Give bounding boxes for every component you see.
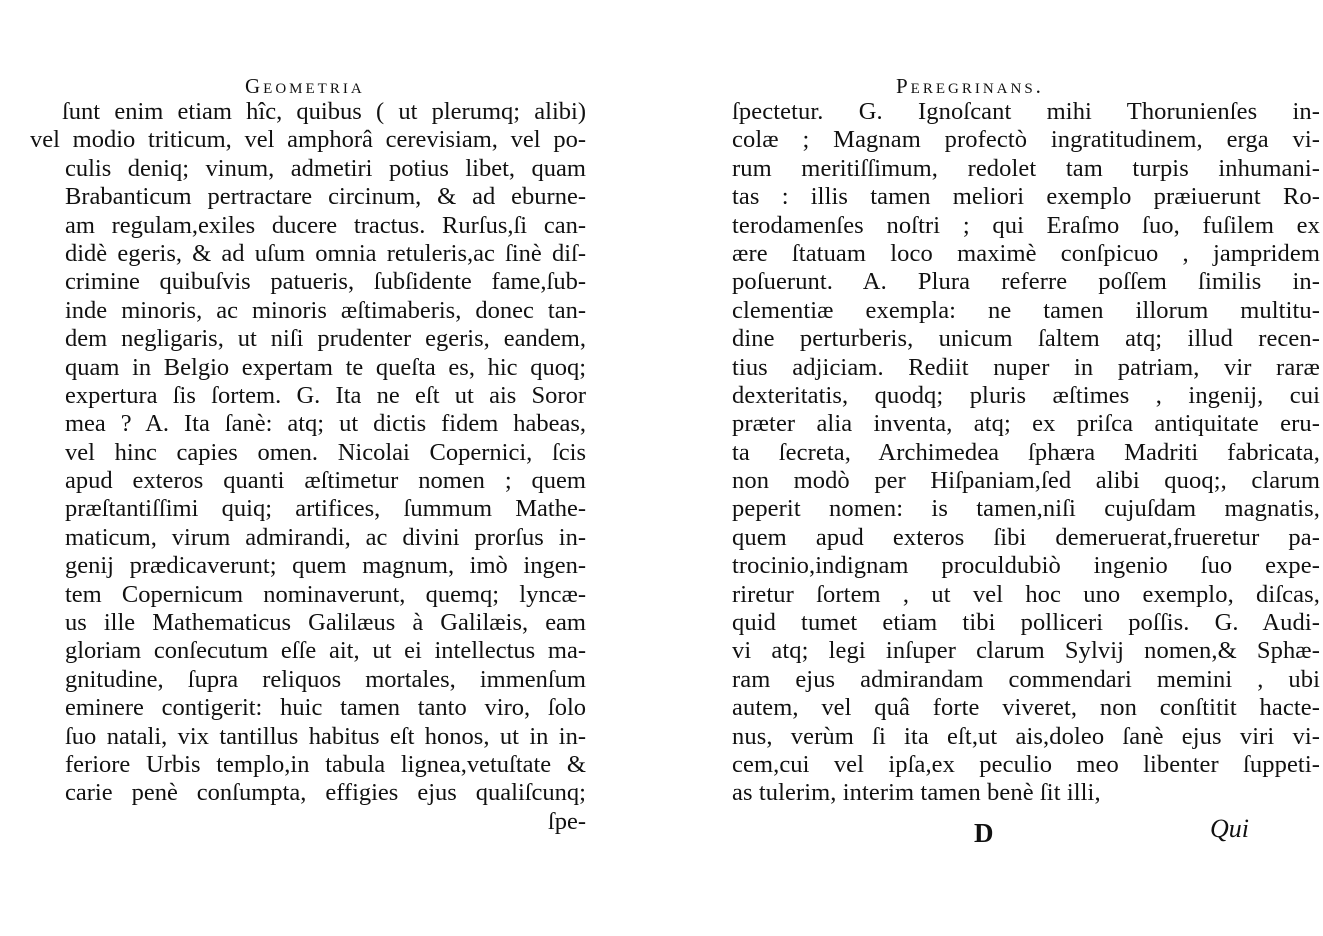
text-line: riretur ſortem , ut vel hoc uno exemplo, diſcas,	[732, 580, 1320, 608]
text-line: as tulerim, interim tamen benè ſit illi,	[732, 779, 1101, 807]
text-line: gloriam conſecutum eſſe ait, ut ei intellectus ma-	[65, 637, 586, 665]
text-line: expertura ſis ſortem. G. Ita ne eſt ut ais Soror	[65, 381, 586, 409]
text-line: ram ejus admirandam commendari memini , ubi	[732, 665, 1320, 693]
text-line: gnitudine, ſupra reliquos mortales, immenſum	[65, 665, 586, 693]
text-line: nus, verùm ſi ita eſt,ut ais,doleo ſanè ejus viri vi-	[732, 722, 1320, 750]
text-line: tas : illis tamen meliori exemplo præiuerunt Ro-	[732, 183, 1320, 211]
text-line: præſtantiſſimi quiq; artifices, ſummum Mathe-	[65, 495, 586, 523]
text-line: ære ſtatuam loco maximè conſpicuo , jampridem	[732, 239, 1320, 267]
text-line: dexteritatis, quodq; pluris æſtimes , ingenij, cui	[732, 381, 1320, 409]
text-line: clementiæ exempla: ne tamen illorum multitu-	[732, 296, 1320, 324]
text-line: vel modio triticum, vel amphorâ cerevisiam, vel po-	[30, 126, 586, 154]
left-page-text	[30, 98, 586, 836]
text-line: dine perturberis, unicum ſaltem atq; illud recen-	[732, 325, 1320, 353]
text-line: quem apud exteros ſibi demeruerat,frueretur pa-	[732, 523, 1320, 551]
text-line: cem,cui vel ipſa,ex peculio meo libenter ſuppeti-	[732, 750, 1320, 778]
text-line: didè egeris, & ad uſum omnia retuleris,ac ſinè diſ-	[65, 239, 586, 267]
text-line: mea ? A. Ita ſanè: atq; ut dictis fidem habeas,	[65, 410, 586, 438]
text-line: quid tumet etiam tibi polliceri poſſis. G. Audi-	[732, 609, 1320, 637]
text-line: ta ſecreta, Archimedea ſphæra Madriti fabricata,	[732, 438, 1320, 466]
text-line: genij prædicaverunt; quem magnum, imò ingen-	[65, 552, 586, 580]
text-line: trocinio,indignam proculdubiò ingenio ſuo expe-	[732, 552, 1320, 580]
text-line: terodamenſes noſtri ; qui Eraſmo ſuo, fuſilem ex	[732, 211, 1320, 239]
catchword-left: ſpe-	[547, 807, 586, 835]
text-line: peperit nomen: is tamen,niſi cujuſdam magnatis,	[732, 495, 1320, 523]
text-line: autem, vel quâ forte viveret, non conſtitit hacte-	[732, 694, 1320, 722]
text-line: quam in Belgio expertam te queſta es, hic quoq;	[65, 353, 586, 381]
text-line: ſunt enim etiam hîc, quibus ( ut plerumq; alibi)	[62, 98, 586, 125]
text-line: maticum, virum admirandi, ac divini prorſus in-	[65, 523, 586, 551]
text-line: tius adjiciam. Rediit nuper in patriam, vir raræ	[732, 353, 1320, 381]
text-line: rum meritiſſimum, redolet tam turpis inhumani-	[732, 154, 1320, 182]
text-line: præter alia inventa, atq; ex priſca antiquitate eru-	[732, 410, 1320, 438]
text-line: us ille Mathematicus Galilæus à Galilæis, eam	[65, 609, 586, 637]
text-line: ſpectetur. G. Ignoſcant mihi Thorunienſes in-	[732, 98, 1320, 125]
text-line: vel hinc capies omen. Nicolai Copernici, ſcis	[65, 438, 586, 466]
text-line: inde minoris, ac minoris æſtimaberis, donec tan-	[65, 296, 586, 324]
signature-mark: D	[974, 818, 994, 848]
running-head-left: Geometria	[245, 74, 365, 98]
text-line: crimine quibuſvis patueris, ſubſidente fame,ſub-	[65, 268, 586, 296]
text-line: tem Copernicum nominaverunt, quemq; lyncæ-	[65, 580, 586, 608]
catchword-right: Qui	[1210, 814, 1249, 843]
left-page	[0, 0, 661, 936]
text-line: feriore Urbis templo,in tabula lignea,vetuſtate &	[65, 750, 586, 778]
text-line: poſuerunt. A. Plura referre poſſem ſimilis in-	[732, 268, 1320, 296]
running-head-right: Peregrinans.	[896, 74, 1044, 98]
right-page	[662, 0, 1323, 936]
text-line: apud exteros quanti æſtimetur nomen ; quem	[65, 467, 586, 495]
text-line: carie penè conſumpta, effigies ejus qualiſcunq;	[65, 779, 586, 807]
text-line: am regulam,exiles ducere tractus. Rurſus,ſi can-	[65, 211, 586, 239]
text-line: non modò per Hiſpaniam,ſed alibi quoq;, clarum	[732, 467, 1320, 495]
text-line: colæ ; Magnam profectò ingratitudinem, erga vi-	[732, 126, 1320, 154]
text-line: eminere contigerit: huic tamen tanto viro, ſolo	[65, 694, 586, 722]
text-line: vi atq; legi inſuper clarum Sylvij nomen,& Sphæ-	[732, 637, 1320, 665]
text-line: culis deniq; vinum, admetiri potius libet, quam	[65, 154, 586, 182]
right-page-text	[732, 98, 1320, 808]
text-line: ſuo natali, vix tantillus habitus eſt honos, ut in in-	[65, 722, 586, 750]
text-line: Brabanticum pertractare circinum, & ad eburne-	[65, 183, 586, 211]
text-line: dem negligaris, ut niſi prudenter egeris, eandem,	[65, 325, 586, 353]
